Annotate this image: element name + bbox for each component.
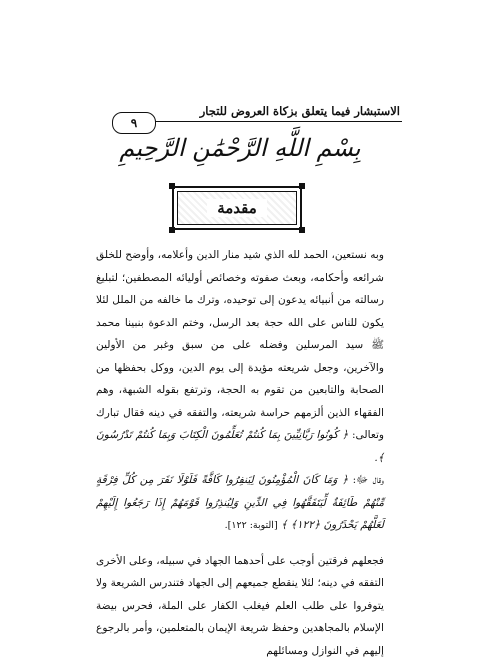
header-rule — [154, 121, 402, 122]
quran-verse-1: ﴿ كُونُوا رَبَّانِيِّينَ بِمَا كُنتُمْ تُعَلِّمُونَ الْكِتَابَ وَبِمَا كُنتُمْ تَدْرُسُونَ ﴾. — [96, 429, 384, 464]
frame-corner-ornament — [169, 227, 175, 233]
page-number: ٩ — [131, 116, 137, 130]
paragraph-1 — [96, 244, 384, 469]
paragraph-3-text: فجعلهم فرقتين أوجب على أحدهما الجهاد في سبيله، وعلى الأخرى التفقه في دينه؛ لئلا ينقطع جميعهم إلى الجهاد فتندرس الشريعة ولا يتوفروا على طلب العلم فيغلب الكفار على الملة، فحرس بيضة الإسلام بالمجاهدين وحفظ شريعة الإيمان بالمتعلمين، وأمر بالرجوع إليهم في النوازل ومسائلهم — [96, 555, 384, 657]
paragraph-3 — [96, 550, 384, 662]
running-title: الاستبشار فيما يتعلق بزكاة العروض للتجار — [200, 104, 400, 118]
section-title-panel — [177, 191, 297, 225]
verse-reference: [التوبة: ١٢٢]. — [225, 520, 278, 531]
page-number-badge — [112, 112, 156, 134]
paragraph-1-text: وبه نستعين، الحمد لله الذي شيد منار الدين وأعلامه، وأوضح للخلق شرائعه وأحكامه، وبعث صفوته وخصائص أوليائه المصطفين؛ لتبليغ رسالته من أنبيائه يدعون إلى توحيده، وترك ما خالفه من الملل لئلا يكون للناس على الله حجة بعد الرسل، وختم الدعوة بنبينا محمد ﷺ سيد المرسلين وفضله على من سبق وغبر من الأولين والآخرين، وجعل شريعته مؤيدة إلى يوم الدين، ووكل بحفظها من الصحابة والتابعين من تقوم به الحجة، وترتفع بقوله الشبهة، وهم الفقهاء الذين ألزمهم حراسة شريعته، والتفقه في دينه فقال تبارك وتعالى: — [96, 249, 384, 441]
basmala-heading: بِسْمِ اللَّهِ الرَّحْمَٰنِ الرَّحِيمِ — [0, 134, 480, 162]
section-title-frame — [172, 186, 302, 230]
frame-corner-ornament — [299, 227, 305, 233]
frame-corner-ornament — [169, 183, 175, 189]
quran-verse-2: ﴿ وَمَا كَانَ الْمُؤْمِنُونَ لِيَنفِرُوا كَافَّةً فَلَوْلَا نَفَرَ مِن كُلِّ فِرْقَةٍ مِّنْهُمْ طَائِفَةٌ لِّيَتَفَقَّهُوا فِي الدِّينِ وَلِيُنذِرُوا قَوْمَهُمْ إِذَا رَجَعُوا إِلَيْهِمْ لَعَلَّهُمْ يَحْذَرُونَ ﴿١٢٢﴾ ﴾ — [96, 474, 384, 531]
paragraph-2 — [96, 469, 384, 538]
paragraph-2-intro: وقال ﷻ: — [353, 474, 384, 486]
section-title: مقدمة — [207, 199, 267, 217]
body-text — [96, 244, 384, 662]
frame-corner-ornament — [299, 183, 305, 189]
